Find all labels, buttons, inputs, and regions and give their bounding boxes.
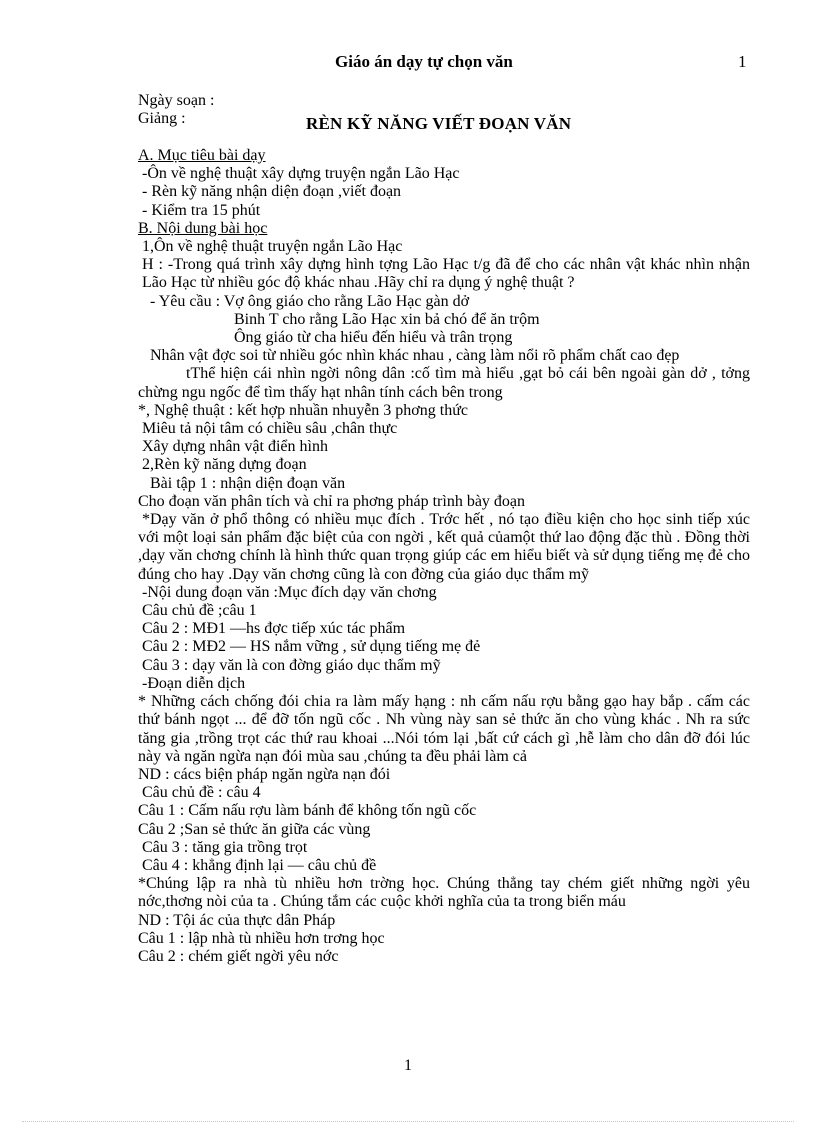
text-line: -Ôn về nghệ thuật xây dựng truyện ngắn Lão Hạc (142, 165, 460, 183)
header-title: Giáo án dạy tự chọn văn (335, 52, 513, 71)
text-line: - Yêu cầu : Vợ ông giáo cho rằng Lão Hạc gàn dở (150, 292, 470, 310)
text-paragraph: tThể hiện cái nhìn ngời nông dân :cố tìm mà hiểu ,gạt bỏ cái bên ngoài gàn dở , tởng chừng ngu ngốc để tìm thấy hạt nhân tính cách bên trong (138, 365, 750, 401)
text-line: ND : Tội ác của thực dân Pháp (138, 911, 336, 929)
text-line: Câu chủ đề : câu 4 (142, 784, 261, 802)
date-prepared: Ngày soạn : (138, 92, 215, 109)
text-line: - Rèn kỹ năng nhận diện đoạn ,viết đoạn (142, 183, 402, 201)
text-line: Câu 2 ;San sẻ thức ăn giữa các vùng (138, 820, 371, 838)
text-paragraph: Nhân vật đợc soi từ nhiều góc nhìn khác nhau , càng làm nổi rõ phẩm chất cao đẹp (150, 347, 680, 365)
footer-page-number: 1 (404, 1057, 412, 1074)
text-line: Xây dựng nhân vật điển hình (142, 438, 328, 456)
text-line: Binh T cho rằng Lão Hạc xin bả chó để ăn trộm (234, 310, 540, 328)
lesson-body (138, 147, 750, 966)
date-taught: Giảng : (138, 110, 186, 127)
text-paragraph: H : -Trong quá trình xây dựng hình tợng Lão Hạc t/g đã để cho các nhân vật khác nhìn nhận Lão Hạc từ nhiều góc độ khác nhau .Hãy chỉ ra dụng ý nghệ thuật ? (142, 256, 750, 292)
text-line: 1,Ôn về nghệ thuật truyện ngắn Lão Hạc (142, 238, 403, 256)
text-line: Câu 3 : tăng gia trồng trọt (142, 838, 308, 856)
text-line: Câu 1 : lập nhà tù nhiều hơn trơng học (138, 929, 385, 947)
text-line: -Nội dung đoạn văn :Mục đích dạy văn chơng (142, 583, 437, 601)
date-block (138, 92, 214, 128)
text-line: Câu 1 : Cấm nấu rợu làm bánh để không tốn ngũ cốc (138, 802, 477, 820)
text-line: Câu 2 : MĐ1 —hs đợc tiếp xúc tác phẩm (142, 620, 406, 638)
text-line: Câu 2 : MĐ2 — HS nắm vững , sử dụng tiếng mẹ đẻ (142, 638, 481, 656)
section-heading: B. Nội dung bài học (138, 219, 268, 237)
text-line: ND : cács biện pháp ngăn ngừa nạn đói (138, 765, 391, 783)
text-line: -Đoạn diễn dịch (142, 674, 246, 692)
text-line: - Kiểm tra 15 phút (142, 201, 261, 219)
page-header (0, 52, 816, 76)
text-line: 2,Rèn kỹ năng dựng đoạn (142, 456, 307, 474)
text-line: Miêu tả nội tâm có chiều sâu ,chân thực (142, 420, 398, 438)
text-line: *, Nghệ thuật : kết hợp nhuần nhuyễn 3 phơng thức (138, 401, 468, 419)
text-line: Câu chủ đề ;câu 1 (142, 602, 257, 620)
lesson-title: RÈN KỸ NĂNG VIẾT ĐOẠN VĂN (306, 114, 572, 133)
text-paragraph: *Dạy văn ở phổ thông có nhiều mục đích . Trớc hết , nó tạo điều kiện cho học sinh tiếp xúc với một loại sản phẩm đặc biệt của con ngời , kết quả củamột thứ lao động đặc thù . Đồng thời ,dạy văn chơng chính là hình thức quan trọng giúp các em hiểu biết và sử dụng tiếng mẹ đẻ cho đúng cho hay .Dạy văn chơng cũng là con đờng của giáo dục thẩm mỹ (138, 511, 750, 583)
text-paragraph: *Chúng lập ra nhà tù nhiều hơn trờng học. Chúng thẳng tay chém giết những ngời yêu nớc,thơng nòi của ta . Chúng tắm các cuộc khởi nghĩa của ta trong biển máu (138, 875, 750, 911)
header-page-number: 1 (738, 52, 747, 71)
text-line: Câu 2 : chém giết ngời yêu nớc (138, 947, 339, 965)
text-line: Câu 4 : khẳng định lại — câu chủ đề (142, 856, 377, 874)
text-line: Cho đoạn văn phân tích và chỉ ra phơng pháp trình bày đoạn (138, 492, 526, 510)
page-bottom-border (22, 1121, 794, 1122)
text-paragraph: * Những cách chống đói chia ra làm mấy hạng : nh cấm nấu rợu bằng gạo hay bắp . cấm các thứ bánh ngọt ... để đỡ tốn ngũ cốc . Nh vùng này san sẻ thức ăn cho vùng khác . Nh ra sức tăng gia ,trồng trọt các thứ rau khoai ...Nói tóm lại ,bất cứ cách gì ,hễ làm cho dân đỡ đói lúc này và ngăn ngừa nạn đói mùa sau ,chúng ta đều phải làm cả (138, 693, 750, 765)
text-line: Bài tập 1 : nhận diện đoạn văn (150, 474, 346, 492)
text-line: Câu 3 : dạy văn là con đờng giáo dục thẩm mỹ (142, 656, 441, 674)
section-heading: A. Mục tiêu bài dạy (138, 147, 266, 164)
text-line: Ông giáo từ cha hiểu đến hiểu và trân trọng (234, 329, 513, 347)
